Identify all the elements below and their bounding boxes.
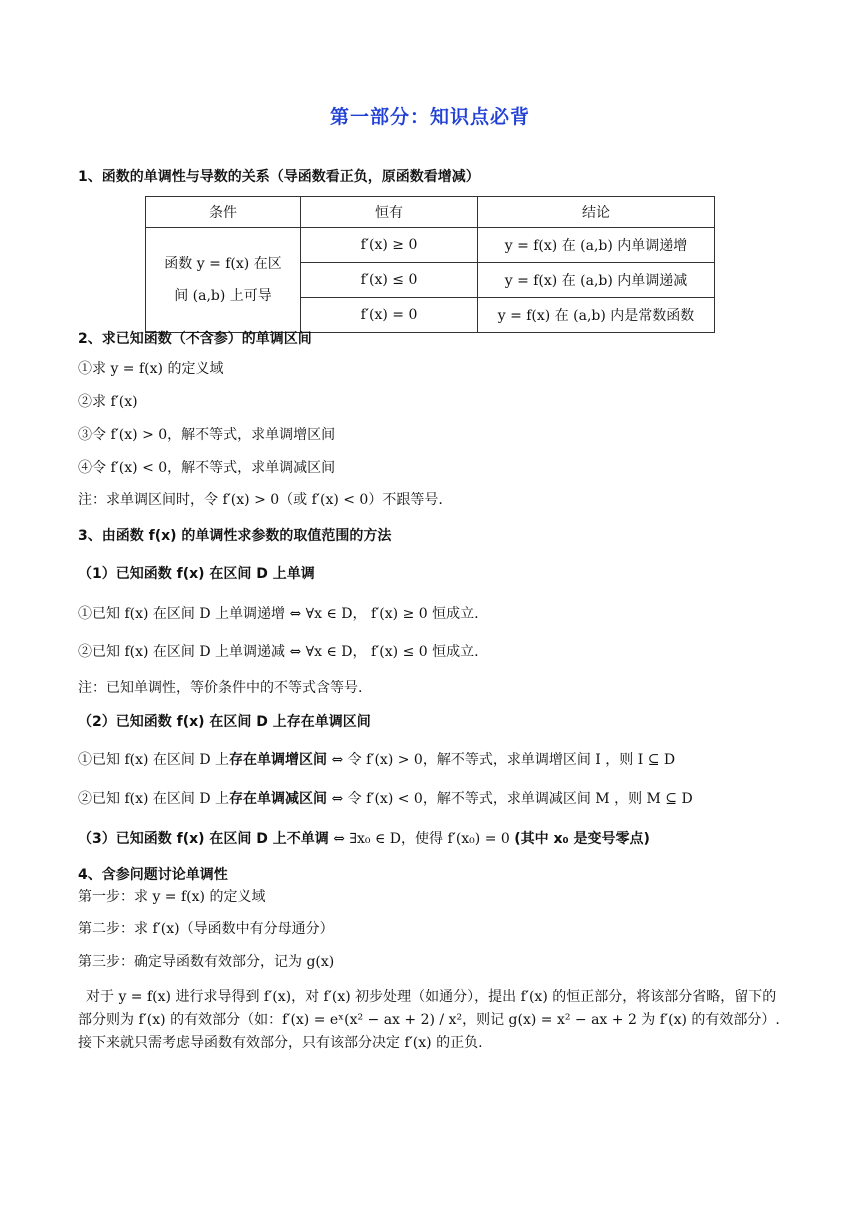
subsection-3-condition: ⇔ ∃x₀ ∈ D，使得 f′(x₀) = 0 — [328, 831, 515, 847]
subsection-1-heading: （1）已知函数 f(x) 在区间 D 上单调 — [78, 566, 315, 582]
section-1-heading: 1、函数的单调性与导数的关系（导函数看正负，原函数看增减） — [78, 169, 480, 185]
subsection-3-line — [78, 828, 650, 848]
table-header-condition: 条件 — [146, 197, 301, 228]
section-2-note: 注：求单调区间时，令 f′(x) > 0（或 f′(x) < 0）不跟等号. — [78, 492, 443, 508]
table-cell-always: f′(x) ≥ 0 — [301, 228, 478, 263]
subsection-1-note: 注：已知单调性，等价条件中的不等式含等号. — [78, 680, 363, 696]
section-4-heading: 4、含参问题讨论单调性 — [78, 867, 228, 883]
condition-line-2: 间 (a,b) 上可导 — [174, 288, 272, 304]
table-header-conclusion: 结论 — [478, 197, 715, 228]
table-cell-always: f′(x) ≤ 0 — [301, 263, 478, 298]
section-3-heading: 3、由函数 f(x) 的单调性求参数的取值范围的方法 — [78, 528, 392, 544]
subsection-3-remark: (其中 x₀ 是变号零点) — [514, 831, 650, 847]
table-cell-conclusion: y = f(x) 在 (a,b) 内单调递增 — [478, 228, 715, 263]
subsection-2-heading: （2）已知函数 f(x) 在区间 D 上存在单调区间 — [78, 714, 371, 730]
condition-line-1: 函数 y = f(x) 在区 — [164, 256, 282, 272]
section-2-heading: 2、求已知函数（不含参）的单调区间 — [78, 331, 312, 347]
section-4-paragraph: 对于 y = f(x) 进行求导得到 f′(x)，对 f′(x) 初步处理（如通分），提出 f′(x) 的恒正部分，将该部分省略，留下的部分则为 f′(x) 的有效部分（如：f′(x) = eˣ(x² − ax + 2) / x²，则记 g(x) = x² − ax + 2 为 f′(x) 的有效部分）. 接下来就只需考虑导函数有效部分，只有该部分决定 f′(x) 的正负. — [78, 989, 780, 1051]
subsection-1-item: ①已知 f(x) 在区间 D 上单调递增 ⇔ ∀x ∈ D， f′(x) ≥ 0 恒成立. — [78, 606, 479, 622]
item-suffix: ⇔ 令 f′(x) < 0，解不等式，求单调减区间 M ，则 M ⊆ D — [327, 791, 693, 807]
step-item: ②求 f′(x) — [78, 394, 138, 410]
table-header-always: 恒有 — [301, 197, 478, 228]
subsection-1-item: ②已知 f(x) 在区间 D 上单调递减 ⇔ ∀x ∈ D， f′(x) ≤ 0 恒成立. — [78, 644, 479, 660]
step-item: ③令 f′(x) > 0，解不等式，求单调增区间 — [78, 427, 336, 443]
item-prefix: ①已知 f(x) 在区间 D 上 — [78, 752, 230, 768]
table-cell-always: f′(x) = 0 — [301, 298, 478, 333]
step-item: ④令 f′(x) < 0，解不等式，求单调减区间 — [78, 460, 336, 476]
item-emphasis: 存在单调增区间 — [229, 752, 328, 768]
table-cell-conclusion: y = f(x) 在 (a,b) 内单调递减 — [478, 263, 715, 298]
step-item: 第二步：求 f′(x)（导函数中有分母通分） — [78, 921, 334, 937]
item-prefix: ②已知 f(x) 在区间 D 上 — [78, 791, 230, 807]
step-item: ①求 y = f(x) 的定义域 — [78, 361, 224, 377]
step-item: 第三步：确定导函数有效部分，记为 g(x) — [78, 954, 335, 970]
step-item: 第一步：求 y = f(x) 的定义域 — [78, 889, 266, 905]
monotonicity-table — [145, 196, 715, 333]
subsection-2-item-2 — [78, 788, 693, 808]
subsection-3-heading: （3）已知函数 f(x) 在区间 D 上不单调 — [78, 831, 329, 847]
page-title: 第一部分：知识点必背 — [329, 106, 530, 128]
table-condition-cell — [146, 228, 301, 333]
item-suffix: ⇔ 令 f′(x) > 0，解不等式，求单调增区间 I ，则 I ⊆ D — [327, 752, 676, 768]
item-emphasis: 存在单调减区间 — [229, 791, 328, 807]
table-cell-conclusion: y = f(x) 在 (a,b) 内是常数函数 — [478, 298, 715, 333]
subsection-2-item-1 — [78, 749, 675, 769]
